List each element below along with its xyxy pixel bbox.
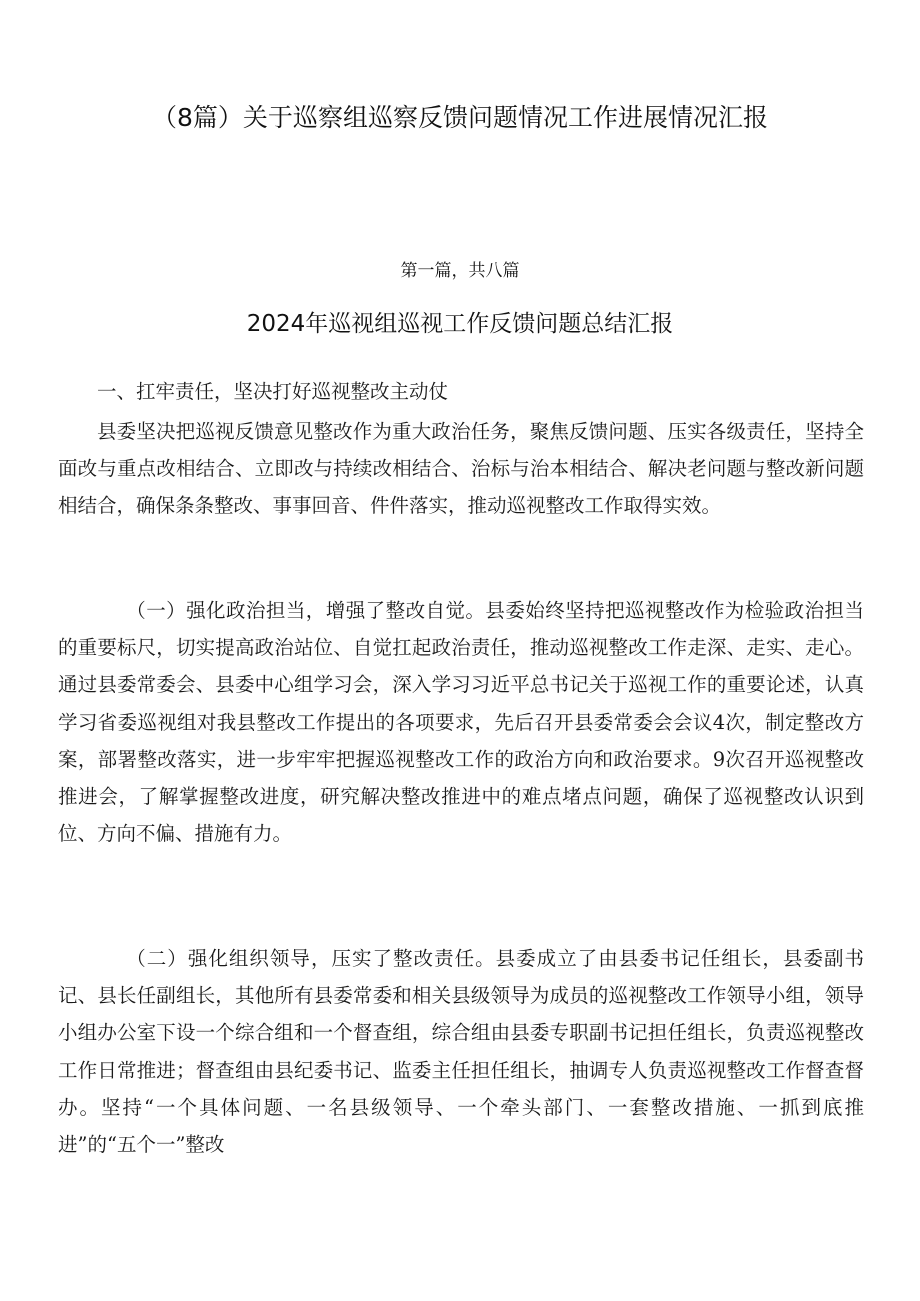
article-title: 2024年巡视组巡视工作反馈问题总结汇报 xyxy=(246,311,674,337)
paragraph-one: （一）强化政治担当，增强了整改自觉。县委始终坚持把巡视整改作为检验政治担当的重要标尺，切实提高政治站位、自觉扛起政治责任，推动巡视整改工作走深、走实、走心。通过县委常委会、县委中心组学习会，深入学习习近平总书记关于巡视工作的重要论述，认真学习省委巡视组对我县整改工作提出的各项要求，先后召开县委常委会会议4次，制定整改方案，部署整改落实，进一步牢牢把握巡视整改工作的政治方向和政治要求。9次召开巡视整改推进会，了解掌握整改进度，研究解决整改推进中的难点堵点问题，确保了巡视整改认识到位、方向不偏、措施有力。 xyxy=(58,599,864,846)
section-heading: 一、扛牢责任，坚决打好巡视整改主动仗 xyxy=(97,380,449,403)
intro-paragraph-block xyxy=(58,413,864,525)
paragraph-one-block xyxy=(58,592,864,852)
paragraph-intro: 县委坚决把巡视反馈意见整改作为重大政治任务，聚焦反馈问题、压实各级责任，坚持全面改与重点改相结合、立即改与持续改相结合、治标与治本相结合、解决老问题与整改新问题相结合，确保条条整改、事事回音、件件落实，推动巡视整改工作取得实效。 xyxy=(58,420,864,518)
part-label: 第一篇，共八篇 xyxy=(400,261,520,281)
document-title: （8篇）关于巡察组巡察反馈问题情况工作进展情况汇报 xyxy=(152,103,768,132)
section-heading-block xyxy=(58,373,864,410)
paragraph-two-block xyxy=(58,940,864,1163)
paragraph-two: （二）强化组织领导，压实了整改责任。县委成立了由县委书记任组长，县委副书记、县长任副组长，其他所有县委常委和相关县级领导为成员的巡视整改工作领导小组，领导小组办公室下设一个综合组和一个督查组，综合组由县委专职副书记担任组长，负责巡视整改工作日常推进；督查组由县纪委书记、监委主任担任组长，抽调专人负责巡视整改工作督查督办。坚持“一个具体问题、一名县级领导、一个牵头部门、一套整改措施、一抓到底推进”的“五个一”整改 xyxy=(58,947,864,1157)
